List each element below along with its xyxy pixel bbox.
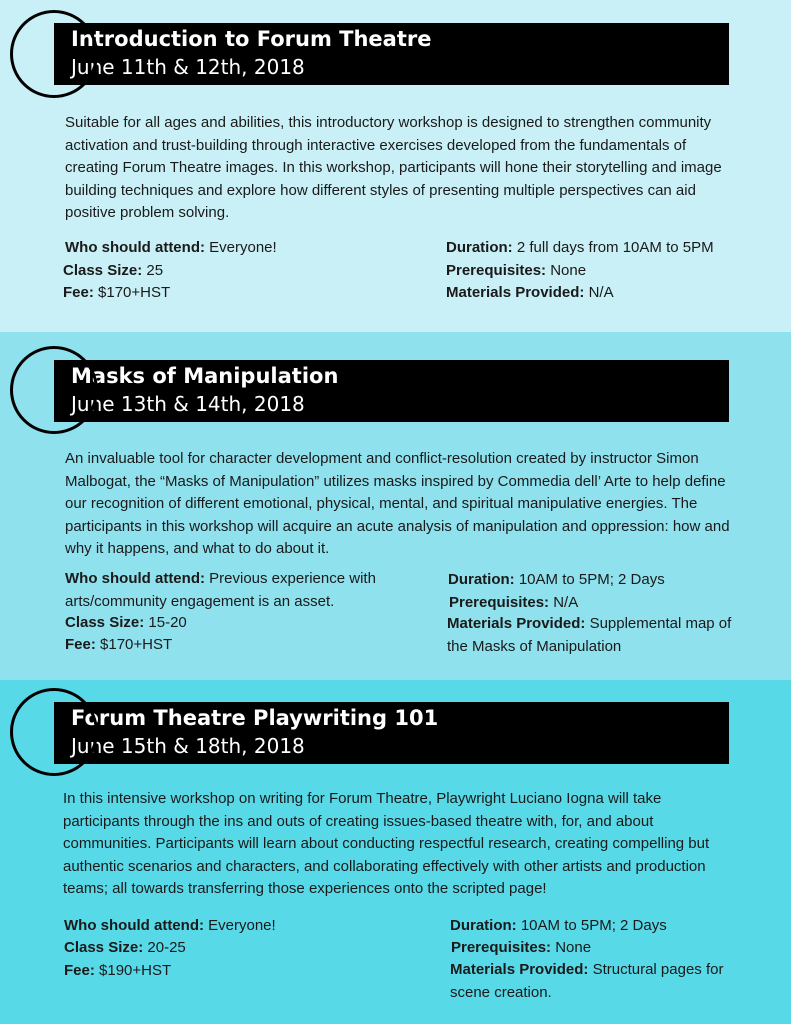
who-should-attend: [65, 568, 410, 613]
workshop-date: June 15th & 18th, 2018: [71, 734, 305, 758]
prereq-label: Prerequisites:: [449, 594, 550, 611]
fee: [64, 960, 394, 983]
duration: [446, 237, 766, 260]
class-size: [64, 937, 394, 960]
duration-label: Duration:: [450, 917, 517, 934]
workshop-date: June 13th & 14th, 2018: [71, 392, 305, 416]
fee-value: $170+HST: [98, 284, 171, 301]
duration-value: 10AM to 5PM; 2 Days: [518, 571, 665, 588]
prereq-value: N/A: [553, 594, 579, 611]
workshop-section-1: [0, 0, 791, 332]
prereq-value: None: [555, 939, 592, 956]
materials-provided: [447, 613, 747, 658]
workshop-section-3: [0, 680, 791, 1024]
class-size: [65, 612, 395, 635]
prerequisites: [451, 937, 771, 960]
circle-decoration: [10, 10, 98, 98]
duration-value: 10AM to 5PM; 2 Days: [520, 917, 667, 934]
who-label: Who should attend:: [65, 239, 205, 256]
fee: [63, 282, 393, 305]
fee-label: Fee:: [64, 962, 95, 979]
class-size: [63, 260, 393, 283]
workshop-title: Introduction to Forum Theatre: [71, 27, 432, 51]
who-value: Previous experience with arts/community engagement is an asset.: [65, 570, 376, 610]
prereq-value: None: [550, 262, 587, 279]
duration: [448, 569, 768, 592]
prerequisites: [446, 260, 766, 283]
fee: [65, 634, 395, 657]
who-value: Everyone!: [208, 917, 276, 934]
prerequisites: [449, 592, 769, 615]
workshop-date: June 11th & 12th, 2018: [71, 55, 305, 79]
fee-value: $170+HST: [100, 636, 173, 653]
who-should-attend: [65, 237, 395, 260]
materials-label: Materials Provided:: [446, 284, 585, 301]
size-value: 20-25: [147, 939, 186, 956]
size-value: 15-20: [148, 614, 187, 631]
duration-value: 2 full days from 10AM to 5PM: [516, 239, 714, 256]
fee-label: Fee:: [63, 284, 94, 301]
workshop-description: An invaluable tool for character development and conflict-resolution created by instructor Simon Malbogat, the “Masks of Manipulation” utilizes masks inspired by Commedia dell’ Arte to help define our recognition of different emotional, physical, mental, and spiritual manipulative energies. The participants in this workshop will acquire an acute analysis of manipulation and oppression: how and why it happens, and what to do about it.: [65, 450, 730, 557]
workshop-title: Forum Theatre Playwriting 101: [71, 706, 439, 730]
materials-value: Supplemental map of the Masks of Manipulation: [447, 615, 732, 655]
materials-label: Materials Provided:: [450, 961, 589, 978]
workshop-description: In this intensive workshop on writing for Forum Theatre, Playwright Luciano Iogna will take participants through the ins and outs of creating issues-based theatre with, for, and about communities. Participants will learn about conducting respectful research, creating compelling but authentic scenarios and characters, and collaborating effectively with other artists and production teams; all towards transferring those experiences onto the scripted page!: [63, 790, 710, 897]
size-label: Class Size:: [63, 262, 143, 279]
materials-value: N/A: [588, 284, 614, 301]
duration: [450, 915, 770, 938]
who-label: Who should attend:: [65, 570, 205, 587]
materials-provided: [446, 282, 766, 305]
workshop-title-banner: [54, 23, 729, 85]
materials-provided: [450, 959, 755, 1004]
prereq-label: Prerequisites:: [451, 939, 552, 956]
who-should-attend: [64, 915, 394, 938]
workshop-description: Suitable for all ages and abilities, this introductory workshop is designed to strengthen community activation and trust-building through interactive exercises developed from the fundamentals of creating Forum Theatre images. In this workshop, participants will hone their storytelling and image building techniques and explore how different styles of presenting multiple perspectives can aid positive problem solving.: [65, 114, 722, 221]
who-label: Who should attend:: [64, 917, 204, 934]
fee-value: $190+HST: [99, 962, 172, 979]
workshop-title-banner: [54, 360, 729, 422]
size-label: Class Size:: [64, 939, 144, 956]
workshop-section-2: [0, 332, 791, 680]
prereq-label: Prerequisites:: [446, 262, 547, 279]
circle-decoration: [10, 346, 98, 434]
workshop-title-banner: [54, 702, 729, 764]
who-value: Everyone!: [209, 239, 277, 256]
size-label: Class Size:: [65, 614, 145, 631]
circle-decoration: [10, 688, 98, 776]
fee-label: Fee:: [65, 636, 96, 653]
materials-label: Materials Provided:: [447, 615, 586, 632]
materials-value: Structural pages for scene creation.: [450, 961, 724, 1001]
size-value: 25: [146, 262, 164, 279]
duration-label: Duration:: [446, 239, 513, 256]
duration-label: Duration:: [448, 571, 515, 588]
workshop-title: Masks of Manipulation: [71, 364, 339, 388]
